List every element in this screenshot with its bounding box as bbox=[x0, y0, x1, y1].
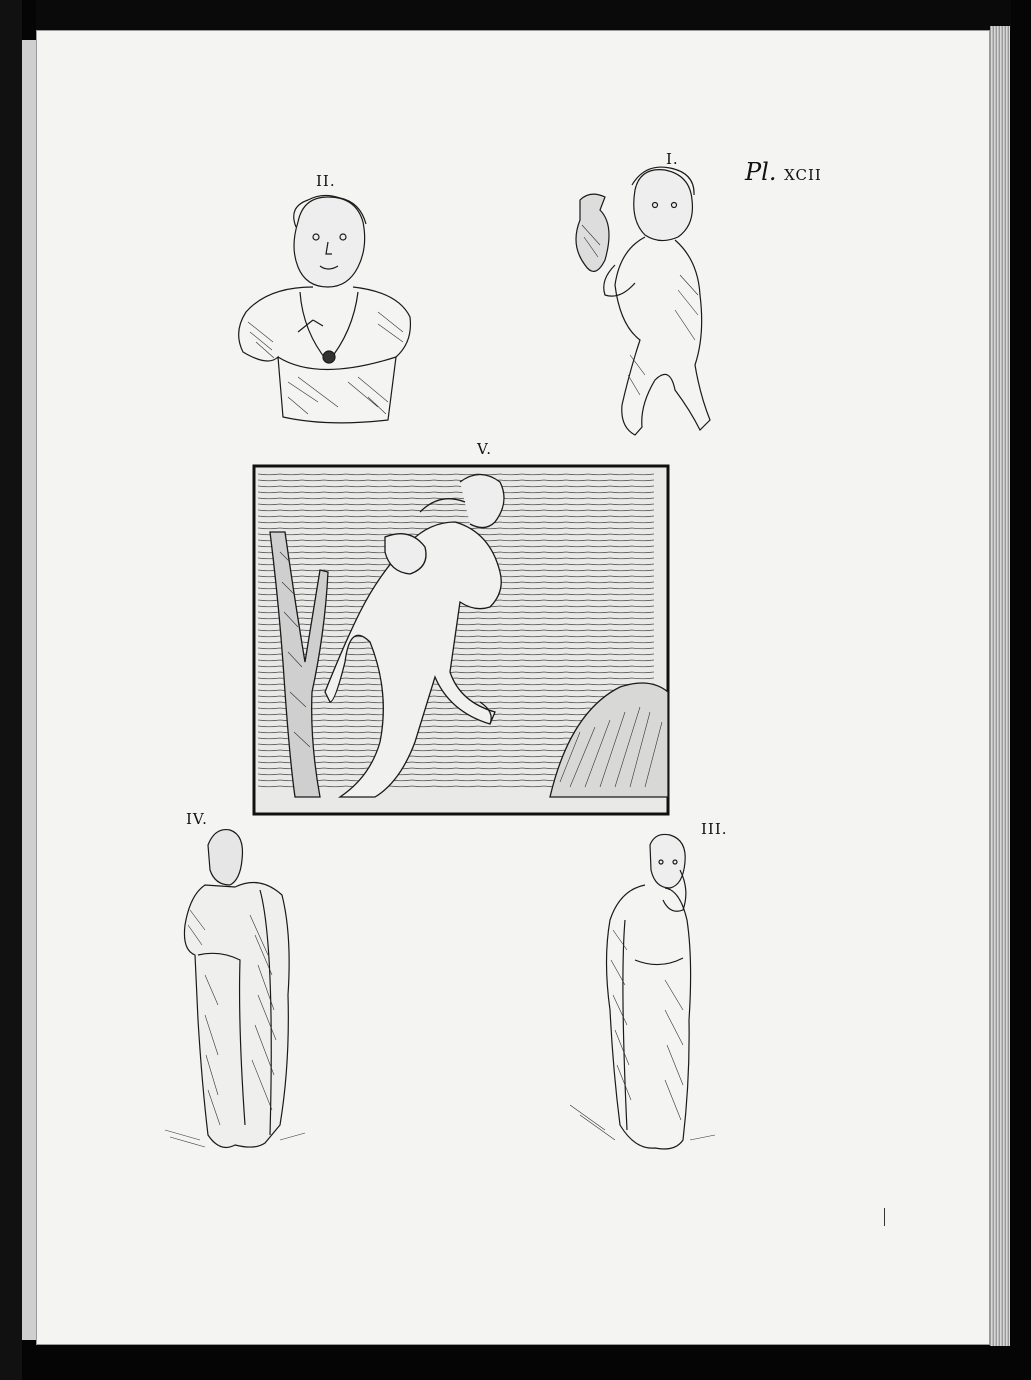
figure-label-iii: III. bbox=[701, 820, 728, 838]
plate-prefix: Pl bbox=[745, 158, 769, 186]
book-gutter bbox=[0, 0, 22, 1380]
figure-ii-child-bust bbox=[228, 192, 428, 432]
plate-roman-numeral: XCII bbox=[784, 166, 822, 184]
figure-iv-draped-figure-back bbox=[160, 825, 310, 1160]
plate-number: Pl. XCII bbox=[745, 158, 822, 186]
figure-i-putto-with-jug bbox=[560, 165, 740, 450]
figure-label-i: I. bbox=[666, 150, 679, 168]
figure-iii-draped-figure-front bbox=[565, 830, 725, 1160]
figure-label-iv: IV. bbox=[186, 810, 208, 828]
page-stack-edges bbox=[990, 26, 1010, 1346]
figure-label-v: V. bbox=[477, 440, 492, 458]
page-mark bbox=[884, 1208, 885, 1226]
figure-label-ii: II. bbox=[316, 172, 336, 190]
top-shadow bbox=[36, 0, 1011, 30]
figure-v-wrestlers-relief bbox=[250, 462, 672, 818]
